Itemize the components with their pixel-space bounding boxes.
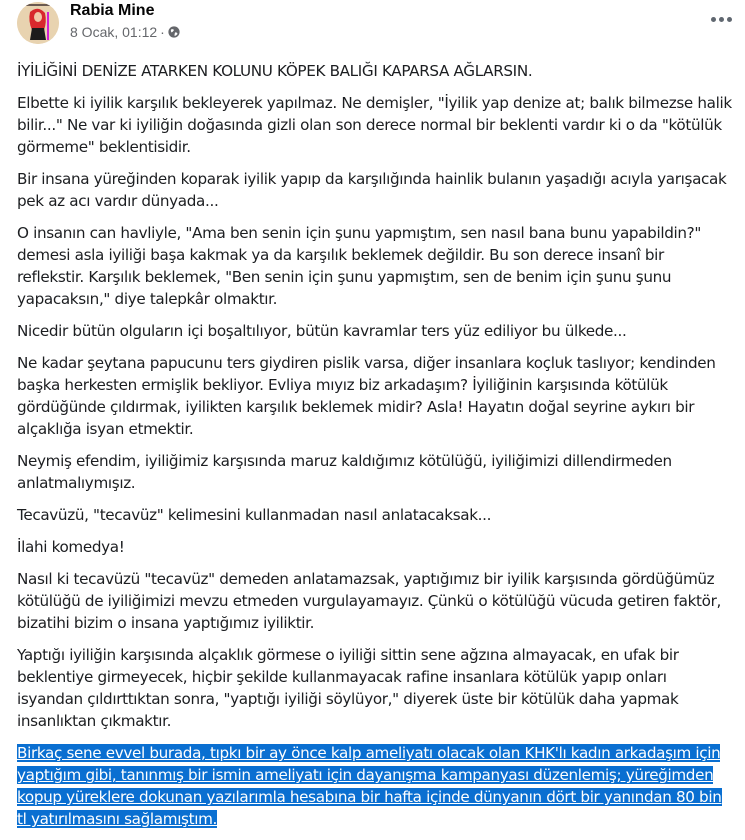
post-paragraph: O insanın can havliyle, "Ama ben senin için şunu yapmıştım, sen nasıl bana bunu yapabildin?" demesi asla iyiliği başa kakmak ya da karşılık beklemek değildir. Bu son derece insanî bir reflekstir. Karşılık beklemek, "Ben senin için şunu yapmıştım, sen de benim için şunu şunu yapacaksın," diye talepkâr olmaktır. [17, 224, 701, 308]
post-paragraph: Nasıl ki tecavüzü "tecavüz" demeden anlatamazsak, yaptığımız bir iyilik karşısında gördüğümüz kötülüğü de iyiliğimizi mevzu etmeden vurgulayamayız. Çünkü o kötülüğü vücuda getiren faktör, bizatihi bizim o insana yaptığımız iyiliktir. [17, 570, 721, 632]
selected-paragraph[interactable] [17, 742, 732, 830]
post-paragraph: Ne kadar şeytana papucunu ters giydiren pislik varsa, diğer insanlara koçluk taslıyor; kendinden başka herkesten ermişlik bekliyor. Evliya mıyız biz arkadaşım? İyiliğinin karşısında kötülük gördüğünde çıldırmak, iyilikten karşılık beklemek midir? Asla! Hayatın doğal seyrine aykırı bir alçaklığa isyan etmektir. [17, 354, 716, 438]
post-timestamp[interactable]: 8 Ocak, 01:12 [70, 24, 158, 40]
post-paragraph: Yaptığı iyiliğin karşısında alçaklık görmese o iyiliği sittin sene ağzına almayacak, en ufak bir beklentiye girmeyecek, hiçbir şekilde kullanmayacak rafine insanlara kötülük yapıp onları isyandan çıldırttıktan sonra, "yaptığı iyiliği söylüyor," diyerek üste bir kötülük daha yapmak insanlıktan çıkmaktır. [17, 646, 679, 730]
more-options-button[interactable] [708, 12, 734, 26]
post-paragraph: Nicedir bütün olguların içi boşaltılıyor, bütün kavramlar ters yüz ediliyor bu ülkede... [17, 322, 627, 340]
more-options-icon [711, 17, 716, 22]
post-meta [70, 24, 180, 40]
globe-icon [168, 26, 180, 38]
post-header [0, 0, 745, 52]
author-name[interactable]: Rabia Mine [70, 2, 155, 19]
text-selection-highlight[interactable]: Birkaç sene evvel burada, tıpkı bir ay önce kalp ameliyatı olacak olan KHK'lı kadın arkadaşım için yaptığım gibi, tanınmış bir ismin ameliyatı için dayanışma kampanyası düzenlemiş; yüreğimden kopup yüreklere dokunan yazılarımla hesabına bir hafta içinde dünyanın dört bir yanından 80 bin tl yatırılmasını sağlamıştım. [17, 744, 722, 828]
more-options-icon [719, 17, 724, 22]
post-paragraph: Elbette ki iyilik karşılık bekleyerek yapılmaz. Ne demişler, "İyilik yap denize at; balık bilmezse halik bilir..." Ne var ki iyiliğin doğasında gizli olan son derece normal bir beklenti vardır ki o da "kötülük görmeme" beklentisidir. [17, 94, 732, 156]
meta-separator: · [160, 24, 165, 40]
post-paragraph: Tecavüzü, "tecavüz" kelimesini kullanmadan nasıl anlatacaksak... [17, 506, 492, 524]
more-options-icon [727, 17, 732, 22]
post-paragraph-title: İYİLİĞİNİ DENİZE ATARKEN KOLUNU KÖPEK BALIĞI KAPARSA AĞLARSIN. [17, 62, 533, 80]
avatar[interactable] [17, 2, 59, 44]
post-paragraph: Neymiş efendim, iyiliğimiz karşısında maruz kaldığımız kötülüğü, iyiliğimizi dillendirmeden anlatmalıymışız. [17, 452, 672, 492]
avatar-illustration-icon [17, 2, 59, 44]
post-paragraph: Bir insana yüreğinden koparak iyilik yapıp da karşılığında hainlik bulanın yaşadığı acıyla yarışacak pek az acı vardır dünyada... [17, 170, 727, 210]
post-body [17, 60, 732, 840]
post-paragraph: İlahi komedya! [17, 538, 125, 556]
